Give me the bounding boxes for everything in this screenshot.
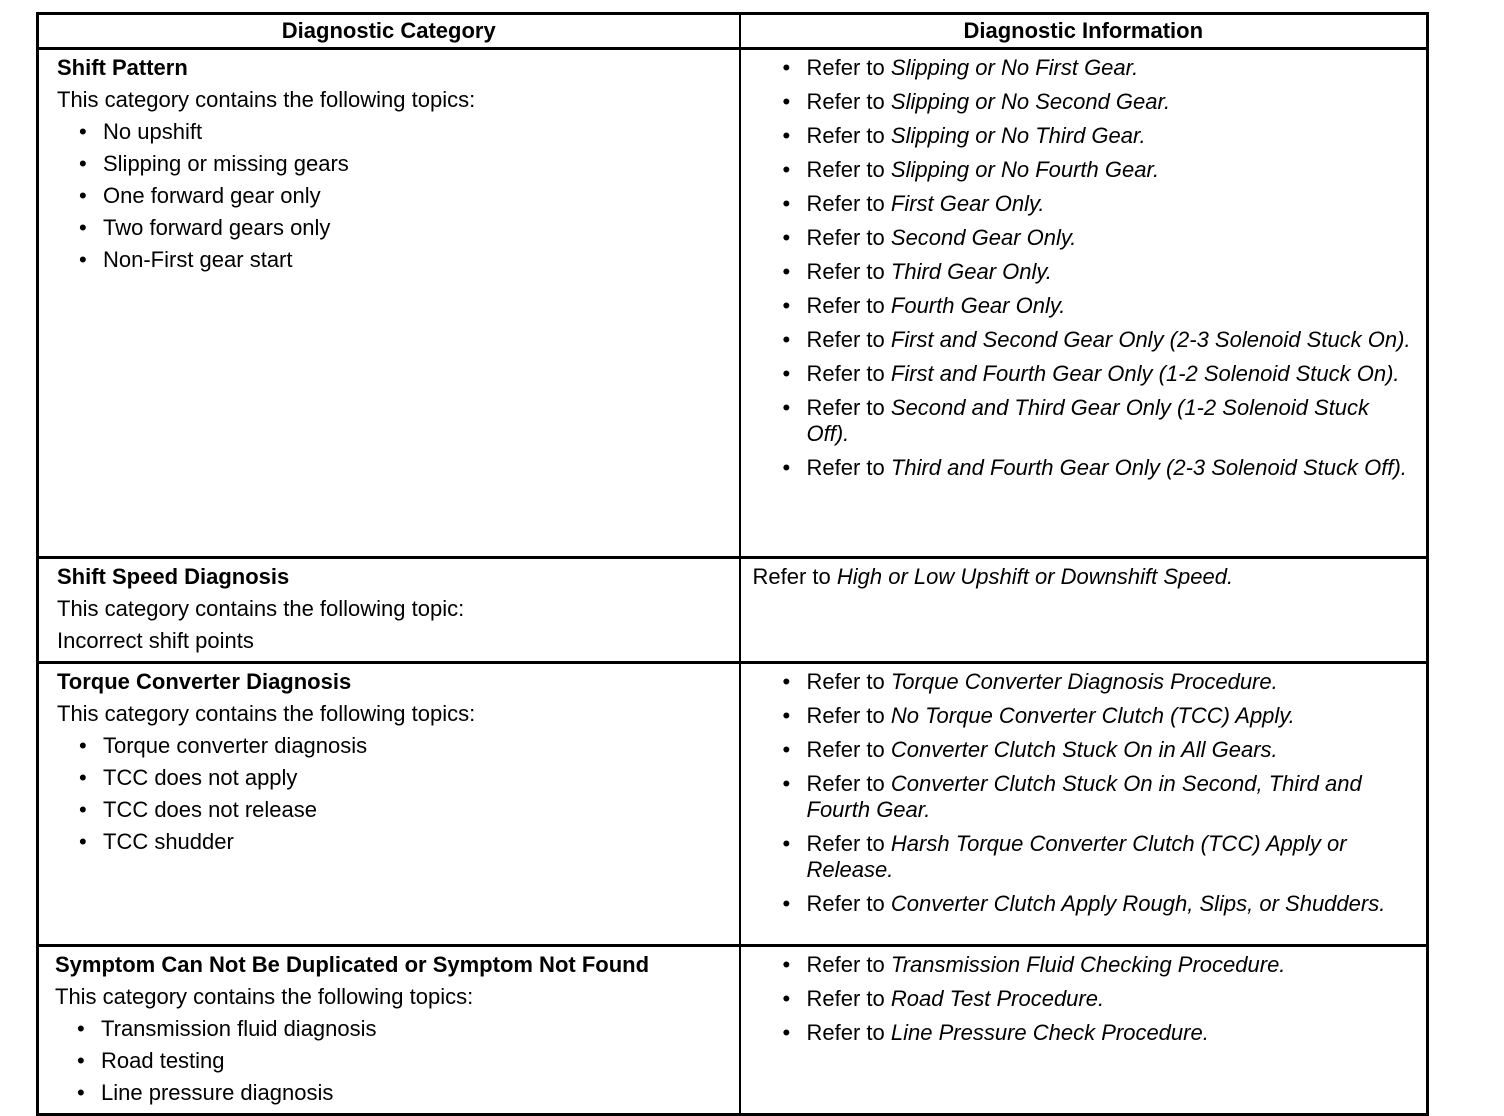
reference-link[interactable]: Second Gear Only. <box>890 225 1077 250</box>
reference-item <box>783 1020 1417 1046</box>
reference-link[interactable]: Line Pressure Check Procedure. <box>890 1020 1209 1045</box>
header-diagnostic-information: Diagnostic Information <box>740 14 1428 49</box>
refer-prefix: Refer to <box>806 191 885 216</box>
refer-prefix: Refer to <box>806 361 885 386</box>
topic-item: • No upshift <box>79 116 729 148</box>
topic-item: • Road testing <box>77 1045 729 1077</box>
reference-link[interactable]: Slipping or No Third Gear. <box>890 123 1146 148</box>
reference-item <box>783 89 1417 115</box>
category-intro: This category contains the following topics: <box>57 87 476 112</box>
reference-item <box>783 669 1417 695</box>
category-intro: This category contains the following topics: <box>55 984 474 1009</box>
category-intro: This category contains the following topic: <box>57 596 465 621</box>
reference-link[interactable]: Slipping or No Second Gear. <box>890 89 1171 114</box>
reference-item <box>783 771 1417 823</box>
reference-item <box>783 123 1417 149</box>
refer-prefix: Refer to <box>806 395 885 420</box>
topic-list <box>57 730 729 858</box>
reference-item <box>783 157 1417 183</box>
refer-prefix: Refer to <box>806 669 885 694</box>
refer-prefix: Refer to <box>806 703 885 728</box>
reference-item <box>783 395 1417 447</box>
category-intro: This category contains the following topics: <box>57 701 476 726</box>
reference-link[interactable]: First and Second Gear Only (2-3 Solenoid Stuck On). <box>890 327 1411 352</box>
reference-item <box>783 891 1417 917</box>
reference-link[interactable]: Fourth Gear Only. <box>890 293 1066 318</box>
reference-item <box>783 455 1417 481</box>
reference-link[interactable]: High or Low Upshift or Downshift Speed. <box>836 564 1234 589</box>
reference-item <box>783 737 1417 763</box>
reference-link[interactable]: Third Gear Only. <box>890 259 1052 284</box>
reference-link[interactable]: First and Fourth Gear Only (1-2 Solenoid Stuck On). <box>890 361 1400 386</box>
topic-list <box>57 116 729 276</box>
category-title: Symptom Can Not Be Duplicated or Symptom Not Found <box>55 952 650 977</box>
category-cell <box>38 558 740 663</box>
refer-prefix: Refer to <box>806 771 885 796</box>
table-row <box>38 49 1428 558</box>
reference-item <box>783 55 1417 81</box>
refer-prefix: Refer to <box>806 225 885 250</box>
category-title: Torque Converter Diagnosis <box>57 669 352 694</box>
info-cell <box>740 558 1428 663</box>
reference-item <box>783 952 1417 978</box>
reference-link[interactable]: Transmission Fluid Checking Procedure. <box>890 952 1286 977</box>
topic-item: • Line pressure diagnosis <box>77 1077 729 1109</box>
topic-item: • Two forward gears only <box>79 212 729 244</box>
refer-prefix: Refer to <box>806 293 885 318</box>
refer-prefix: Refer to <box>806 891 885 916</box>
refer-prefix: Refer to <box>806 55 885 80</box>
reference-link[interactable]: First Gear Only. <box>890 191 1045 216</box>
reference-link[interactable]: Slipping or No First Gear. <box>890 55 1139 80</box>
reference-item <box>783 361 1417 387</box>
reference-item <box>783 225 1417 251</box>
reference-item <box>783 831 1417 883</box>
refer-prefix: Refer to <box>806 1020 885 1045</box>
reference-item <box>783 259 1417 285</box>
reference-item <box>783 703 1417 729</box>
reference-list <box>759 952 1417 1046</box>
reference-link[interactable]: Converter Clutch Apply Rough, Slips, or Shudders. <box>890 891 1386 916</box>
topic-item: • Non-First gear start <box>79 244 729 276</box>
refer-prefix: Refer to <box>806 455 885 480</box>
topic-item: • Slipping or missing gears <box>79 148 729 180</box>
topic-item: • Transmission fluid diagnosis <box>77 1013 729 1045</box>
reference-link[interactable]: Road Test Procedure. <box>890 986 1105 1011</box>
topic-item: • TCC does not release <box>79 794 729 826</box>
reference-link[interactable]: Third and Fourth Gear Only (2-3 Solenoid Stuck Off). <box>890 455 1407 480</box>
table-row <box>38 663 1428 946</box>
refer-prefix: Refer to <box>806 737 885 762</box>
info-cell <box>740 663 1428 946</box>
info-cell <box>740 946 1428 1115</box>
refer-prefix: Refer to <box>806 89 885 114</box>
topic-item: • Torque converter diagnosis <box>79 730 729 762</box>
diagnostic-table <box>36 12 1429 1116</box>
reference-item <box>783 293 1417 319</box>
category-cell <box>38 946 740 1115</box>
reference-item <box>783 327 1417 353</box>
reference-link[interactable]: Converter Clutch Stuck On in Second, Third and Fourth Gear. <box>806 771 1362 822</box>
reference-item <box>783 986 1417 1012</box>
reference-item <box>783 191 1417 217</box>
refer-prefix: Refer to <box>806 123 885 148</box>
table-row <box>38 558 1428 663</box>
category-cell <box>38 663 740 946</box>
header-row <box>38 14 1428 49</box>
reference-link[interactable]: Converter Clutch Stuck On in All Gears. <box>890 737 1278 762</box>
topic-item: Incorrect shift points <box>57 628 254 653</box>
info-cell <box>740 49 1428 558</box>
refer-prefix: Refer to <box>806 157 885 182</box>
topic-item: • TCC shudder <box>79 826 729 858</box>
topic-list <box>55 1013 729 1109</box>
reference-list <box>759 55 1417 481</box>
refer-prefix: Refer to <box>806 986 885 1011</box>
category-title: Shift Speed Diagnosis <box>57 564 290 589</box>
reference-item <box>753 561 1417 593</box>
table-row <box>38 946 1428 1115</box>
reference-link[interactable]: Second and Third Gear Only (1-2 Solenoid Stuck Off). <box>806 395 1370 446</box>
reference-link[interactable]: Harsh Torque Converter Clutch (TCC) Apply or Release. <box>806 831 1347 882</box>
refer-prefix: Refer to <box>806 831 885 856</box>
topic-item: • One forward gear only <box>79 180 729 212</box>
header-diagnostic-category: Diagnostic Category <box>38 14 740 49</box>
reference-list <box>759 669 1417 917</box>
category-title: Shift Pattern <box>57 55 188 80</box>
refer-prefix: Refer to <box>806 952 885 977</box>
refer-prefix: Refer to <box>752 564 831 589</box>
refer-prefix: Refer to <box>806 259 885 284</box>
refer-prefix: Refer to <box>806 327 885 352</box>
reference-link[interactable]: Torque Converter Diagnosis Procedure. <box>890 669 1278 694</box>
reference-link[interactable]: Slipping or No Fourth Gear. <box>890 157 1160 182</box>
topic-item: • TCC does not apply <box>79 762 729 794</box>
category-cell <box>38 49 740 558</box>
reference-link[interactable]: No Torque Converter Clutch (TCC) Apply. <box>890 703 1295 728</box>
